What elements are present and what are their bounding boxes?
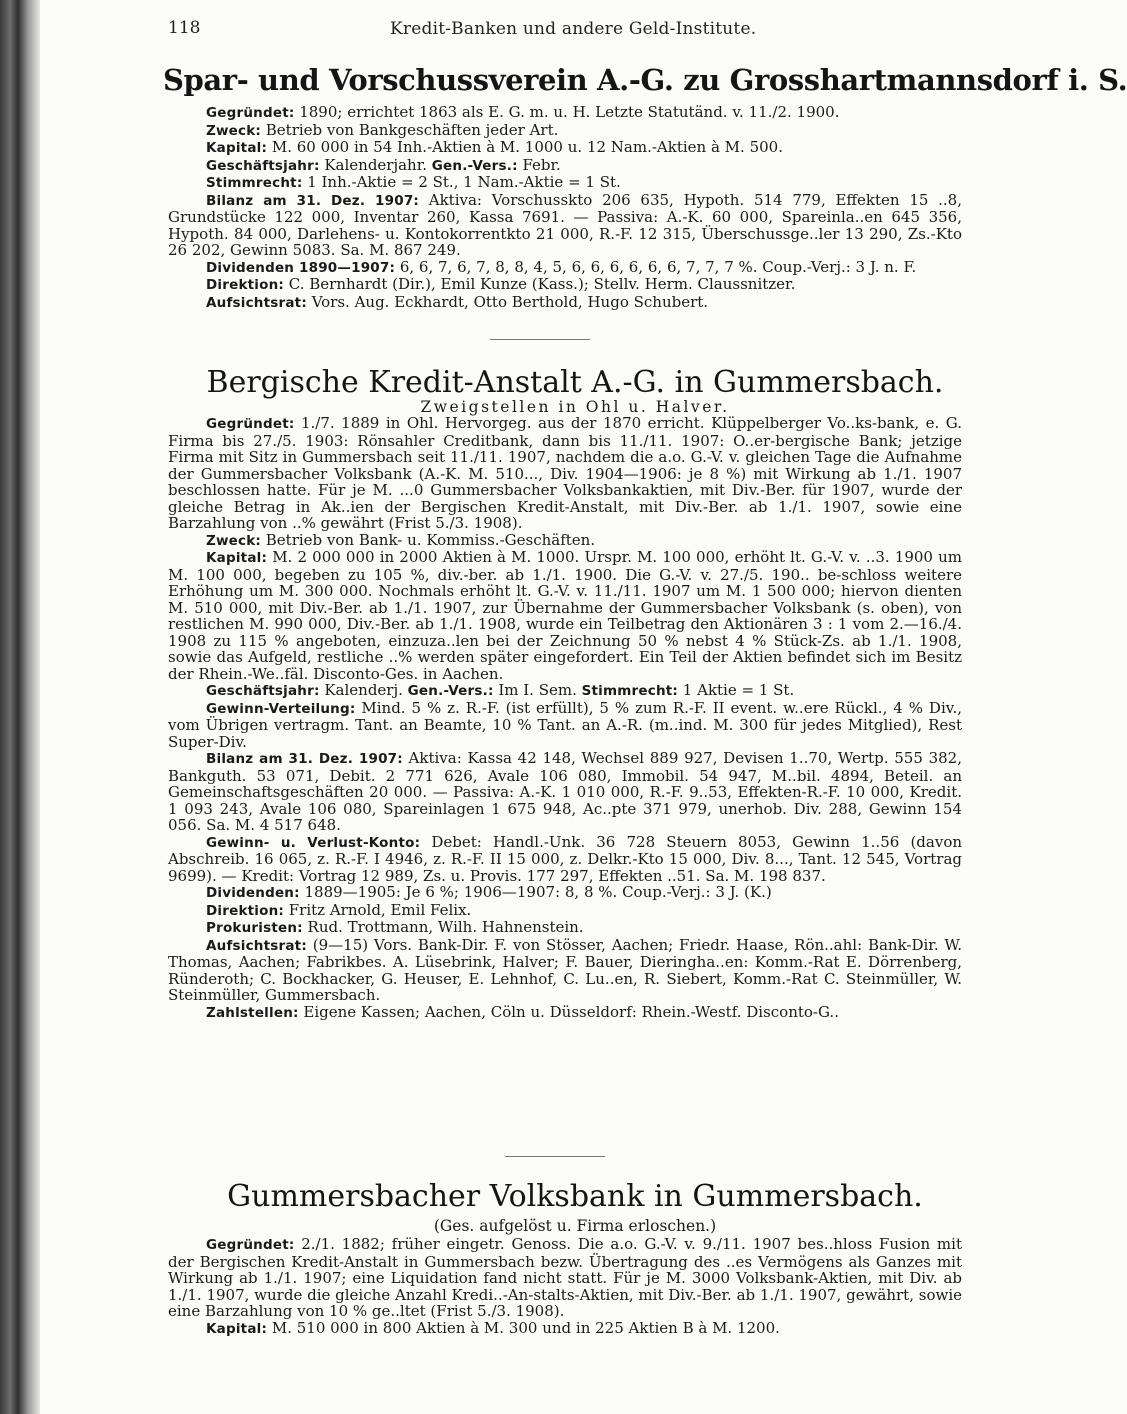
entry — [168, 294, 962, 312]
entry-label: Stimmrecht: — [581, 683, 679, 699]
entry-text: Aktiva: Vorschusskto 206 635, Hypoth. 514 779, Effekten 15 ..8, Grundstücke 122 000, Inventar 260, Kassa 7691. — Passiva: A.-K. 60 000, Spareinla..en 645 356, Hypoth. 84 000, Darlehens- u. Kontokorrentkto 21 000, R.-F. 12 315, Überschussge..ler 13 290, Zs.-Kto 26 202, Gewinn 5083. Sa. M. 867 249. — [168, 190, 962, 259]
entry-label: Zweck: — [206, 122, 261, 139]
entry-label: Gen.-Vers.: — [431, 157, 518, 174]
entry-text: Febr. — [517, 155, 561, 174]
entry-text: Eigene Kassen; Aachen, Cöln u. Düsseldorf: Rhein.-Westf. Disconto-G.. — [298, 1002, 839, 1021]
entry-text: 1 Aktie = 1 St. — [678, 681, 795, 699]
entry — [168, 1236, 962, 1320]
entry-text: Debet: Handl.-Unk. 36 728 Steuern 8053, Gewinn 1..56 (davon Abschreib. 16 065, z. R.-F. I 4946, z. R.-F. II 15 000, z. Delkr.-Kto 15 000, Div. 8..., Tant. 12 545, Vortrag 9699). — Kredit: Vortrag 12 989, Zs. u. Provis. 177 297, Effekten ..51. Sa. M. 198 837. — [168, 832, 963, 885]
section-title: Gummersbacher Volksbank in Gummersbach. — [227, 1179, 923, 1214]
entry-label: Kapital: — [206, 1320, 268, 1337]
entry — [168, 1004, 962, 1022]
entry-text: 6, 6, 7, 6, 7, 8, 8, 4, 5, 6, 6, 6, 6, 6, 6, 7, 7, 7 %. Coup.-Verj.: 3 J. n. F. — [395, 257, 917, 276]
entry-text: Im I. Sem. — [493, 681, 582, 699]
entry — [168, 139, 962, 157]
entry — [168, 700, 962, 751]
entry-text: Kalenderjahr. — [319, 155, 432, 174]
section-subtitle: Zweigstellen in Ohl u. Halver. — [420, 398, 730, 416]
entry-label: Bilanz am 31. Dez. 1907: — [206, 192, 420, 209]
entry-text: Betrieb von Bankgeschäften jeder Art. — [261, 120, 559, 139]
section-body — [168, 104, 962, 311]
section-title: Spar- und Vorschussverein A.-G. zu Grosshartmannsdorf i. S. — [163, 63, 1127, 97]
page-number: 118 — [168, 18, 201, 38]
entry-label: Geschäftsjahr: — [206, 157, 320, 174]
entry-text: 1 Inh.-Aktie = 2 St., 1 Nam.-Aktie = 1 St. — [302, 173, 621, 191]
entry — [168, 532, 962, 550]
entry — [168, 834, 962, 885]
entry — [168, 415, 962, 532]
entry-label: Stimmrecht: — [206, 175, 303, 191]
entry-label: Aufsichtsrat: — [206, 294, 307, 311]
entry-label: Gen.-Vers.: — [407, 683, 494, 699]
entry-label: Kapital: — [206, 140, 268, 156]
entry-text: M. 2 000 000 in 2000 Aktien à M. 1000. Urspr. M. 100 000, erhöht lt. G.-V. v. ..3. 1900 um M. 100 000, begeben zu 105 %, div.-ber. ab 1./1. 1900. Die G.-V. v. 27./5. 190.. be-schloss weitere Erhöhung um M. 300 000. Nochmals erhöht lt. G.-V. v. 11./11. 1907 um M. 1 500 000; hiervon dienten M. 510 000, mit Div.-Ber. ab 1./1. 1907, zur Übernahme der Gummersbacher Volksbank (s. oben), von restlichen M. 990 000, Div.-Ber. ab 1./1. 1908, wurde ein Teilbetrag den Aktionären 3 : 1 vom 2.—16./4. 1908 zu 115 % angeboten, einzuza..len bei der Zeichnung 50 % nebst 4 % Stück-Zs. ab 1./1. 1908, sowie das Aufgeld, restliche ..% werden später eingefordert. Ein Teil der Aktien befindet sich im Besitz der Rhein.-We..fäl. Disconto-Ges. in Aachen. — [168, 548, 962, 683]
entry-text: Fritz Arnold, Emil Felix. — [284, 900, 472, 919]
entry — [168, 104, 962, 122]
section-title: Bergische Kredit-Anstalt A.-G. in Gummersbach. — [206, 365, 944, 400]
entry-text: M. 60 000 in 54 Inh.-Aktien à M. 1000 u. 12 Nam.-Aktien à M. 500. — [267, 138, 783, 156]
entry-label: Dividenden: — [206, 885, 300, 901]
entry-label: Kapital: — [206, 550, 268, 566]
entry — [168, 549, 962, 682]
entry-label: Dividenden 1890—1907: — [206, 259, 396, 276]
entry-text: 1./7. 1889 in Ohl. Hervorgeg. aus der 1870 erricht. Klüppelberger Vo..ks-bank, e. G. Firma bis 27./5. 1903: Rönsahler Creditbank, dann bis 11./11. 1907: O..er-bergische Bank; jetzige Firma mit Sitz in Gummersbach seit 11./11. 1907, nachdem die a.o. G.-V. v. gleichen Tage die Aufnahme der Gummersbacher Volksbank (A.-K. M. 510..., Div. 1904—1906: je 8 %) mit Wirkung ab 1./1. 1907 beschlossen hatte. Für je M. ...0 Gummersbacher Volksbankaktien, mit Div.-Ber. für 1907, wurde der gleiche Betrag in Ak..ien der Bergischen Kredit-Anstalt, mit Div.-Ber. ab 1./1. 1907, sowie eine Barzahlung von ..% gewährt (Frist 5./3. 1908). — [168, 414, 962, 532]
entry — [168, 259, 962, 277]
entry-text: 2./1. 1882; früher eingetr. Genoss. Die a.o. G.-V. v. 9./11. 1907 bes..hloss Fusion mit der Bergischen Kredit-Anstalt in Gummersbach bezw. Übertragung des ..es Vermögens als Ganzes mit Wirkung ab 1./1. 1907; eine Liquidation fand nicht statt. Für je M. 3000 Volksbank-Aktien, mit Div. ab 1./1. 1907, wurde die gleiche Anzahl Kredi..-An-stalts-Aktien, mit Div.-Ber. ab 1./1. 1907, gewährt, sowie eine Barzahlung von 10 % ge..ltet (Frist 5./3. 1908). — [168, 1235, 962, 1320]
entry — [168, 1320, 962, 1338]
entry — [168, 902, 962, 920]
entry-label: Direktion: — [206, 277, 284, 293]
entry-label: Bilanz am 31. Dez. 1907: — [206, 751, 403, 767]
entry-text: Aktiva: Kassa 42 148, Wechsel 889 927, Devisen 1..70, Wertp. 555 382, Bankguth. 53 071, Debit. 2 771 626, Avale 106 080, Immobil. 54 947, M..bil. 4894, Beteil. an Gemeinschaftsgeschäften 20 000. — Passiva: A.-K. 1 010 000, R.-F. 9..53, Effekten-R.-F. 10 000, Kredit. 1 093 243, Avale 106 080, Spareinlagen 1 675 948, Ac..pte 371 979, unerhob. Div. 288, Gewinn 154 056. Sa. M. 4 517 648. — [168, 749, 962, 834]
entry-label: Zweck: — [206, 532, 261, 549]
entry-label: Zahlstellen: — [206, 1004, 299, 1021]
entry — [168, 937, 962, 1004]
entry — [168, 884, 962, 902]
section-divider — [490, 339, 590, 340]
entry-text: M. 510 000 in 800 Aktien à M. 300 und in 225 Aktien B à M. 1200. — [267, 1318, 780, 1337]
entry — [168, 174, 962, 192]
entry-text: 1889—1905: Je 6 %; 1906—1907: 8, 8 %. Coup.-Verj.: 3 J. (K.) — [299, 883, 772, 901]
entry-label: Gewinn- u. Verlust-Konto: — [206, 834, 421, 851]
entry-text: Rud. Trottmann, Wilh. Hahnenstein. — [302, 918, 584, 936]
entry-text: Kalenderj. — [319, 681, 408, 699]
entry-label: Gewinn-Verteilung: — [206, 700, 356, 717]
section-body — [168, 415, 962, 1021]
running-title: Kredit-Banken und andere Geld-Institute. — [390, 19, 757, 39]
entry-text: Vors. Aug. Eckhardt, Otto Berthold, Hugo Schubert. — [306, 292, 709, 311]
entry — [168, 919, 962, 937]
entry-label: Aufsichtsrat: — [206, 937, 307, 954]
entry — [168, 157, 962, 175]
section-subtitle: (Ges. aufgelöst u. Firma erloschen.) — [433, 1217, 717, 1235]
entry-label: Gegründet: — [206, 105, 295, 121]
entry-text: (9—15) Vors. Bank-Dir. F. von Stösser, Aachen; Friedr. Haase, Rön..ahl: Bank-Dir. W. Thomas, Aachen; Fabrikbes. A. Lüsebrink, Halver; F. Bauer, Dieringha..en: Komm.-Rat E. Dörrenberg, Ründeroth; C. Bockhacker, G. Heuser, E. Lehnhof, C. Lu..en, R. Siebert, Komm.-Rat C. Steinmüller, W. Steinmüller, Gummersbach. — [168, 935, 962, 1004]
entry-label: Direktion: — [206, 902, 284, 919]
section-divider — [505, 1156, 605, 1157]
entry — [168, 192, 962, 259]
entry-label: Geschäftsjahr: — [206, 683, 320, 699]
entry — [168, 682, 962, 700]
entry-label: Prokuristen: — [206, 920, 303, 936]
entry-text: Mind. 5 % z. R.-F. (ist erfüllt), 5 % zum R.-F. II event. w..ere Rückl., 4 % Div., vom Übrigen vertragm. Tant. an Beamte, 10 % Tant. an A.-R. (m..ind. M. 300 für jedes Mitglied), Rest Super-Div. — [168, 698, 962, 751]
entry-text: Betrieb von Bank- u. Kommiss.-Geschäften. — [261, 530, 596, 549]
entry — [168, 276, 962, 294]
entry-label: Gegründet: — [206, 1237, 295, 1253]
entry-text: 1890; errichtet 1863 als E. G. m. u. H. Letzte Statutänd. v. 11./2. 1900. — [294, 103, 840, 121]
entry — [168, 750, 962, 834]
entry — [168, 122, 962, 140]
section-body — [168, 1236, 962, 1337]
entry-label: Gegründet: — [206, 416, 295, 432]
entry-text: C. Bernhardt (Dir.), Emil Kunze (Kass.); Stellv. Herm. Claussnitzer. — [284, 275, 796, 293]
